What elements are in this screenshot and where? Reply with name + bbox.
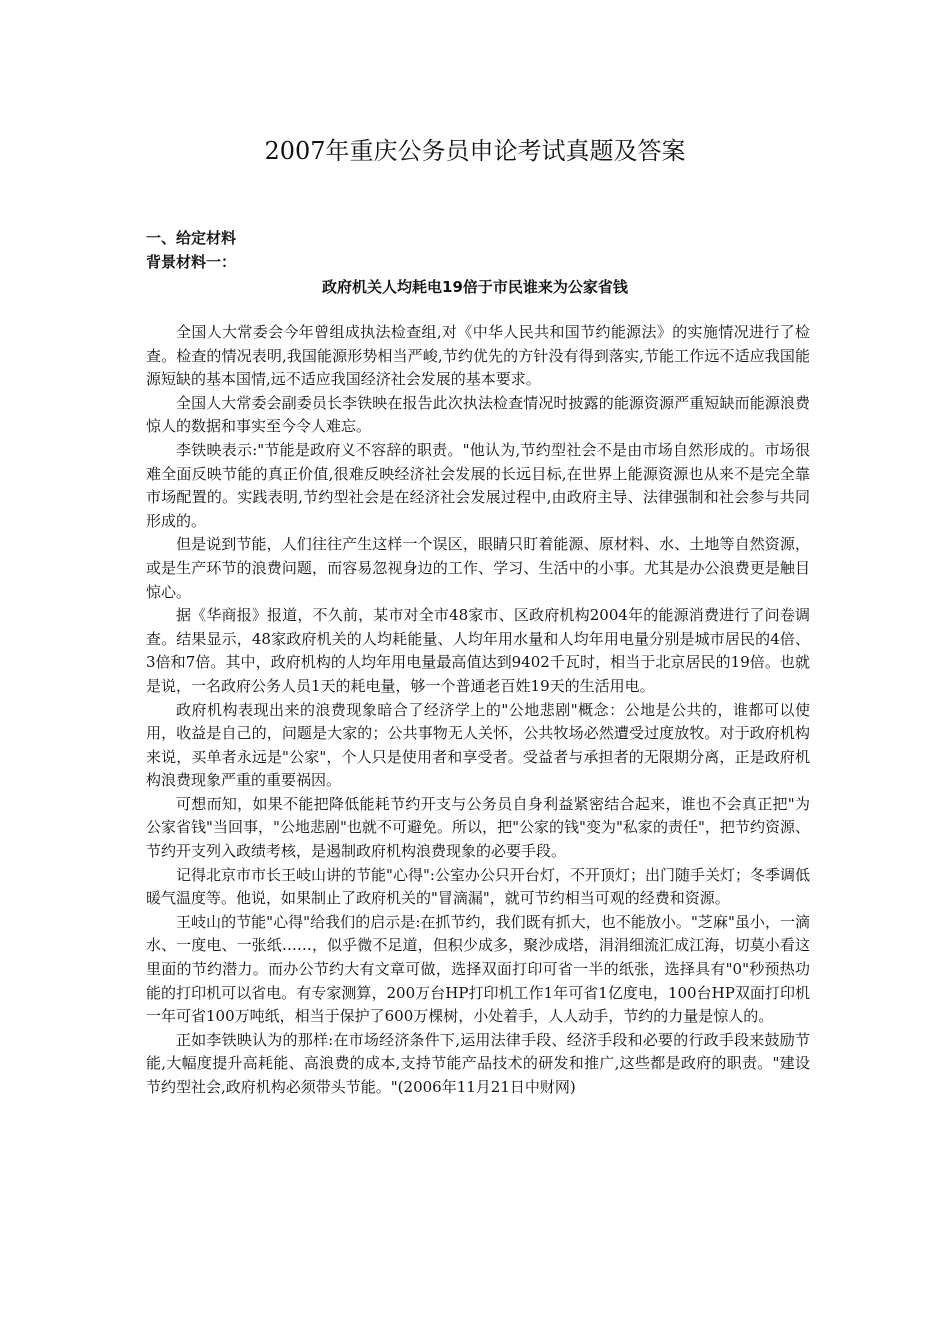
paragraph: 据《华商报》报道，不久前，某市对全市48家市、区政府机构2004年的能源消费进行了问卷调查。结果显示，48家政府机关的人均耗能量、人均年用水量和人均年用电量分别是城市居民的4倍、3倍和7倍。其中，政府机构的人均年用电量最高值达到9402千瓦时，相当于北京居民的19倍。也就是说，一名政府公务人员1天的耗电量，够一个普通老百姓19天的生活用电。 xyxy=(146,606,810,695)
paragraph: 可想而知，如果不能把降低能耗节约开支与公务员自身利益紧密结合起来，谁也不会真正把"为公家省钱"当回事，"公地悲剧"也就不可避免。所以，把"公家的钱"变为"私家的责任"，把节约资源、节约开支列入政绩考核，是遏制政府机构浪费现象的必要手段。 xyxy=(146,794,810,861)
paragraph: 李铁映表示:"节能是政府义不容辞的职责。"他认为,节约型社会不是由市场自然形成的。市场很难全面反映节能的真正价值,很难反映经济社会发展的长远目标,在世界上能源资源也从来不是完全靠市场配置的。实践表明,节约型社会是在经济社会发展过程中,由政府主导、法律强制和社会参与共同形成的。 xyxy=(146,440,810,530)
section-heading: 一、给定材料 xyxy=(146,229,237,247)
material-label: 背景材料一： xyxy=(146,253,237,271)
paragraph: 正如李铁映认为的那样:在市场经济条件下,运用法律手段、经济手段和必要的行政手段来鼓励节能,大幅度提升高耗能、高浪费的成本,支持节能产品技术的研发和推广,这些都是政府的职责。"建设节约型社会,政府机构必须带头节能。"(2006年11月21日中财网) xyxy=(146,1030,810,1096)
article-title: 政府机关人均耗电19倍于市民谁来为公家省钱 xyxy=(322,278,628,296)
document-title: 2007年重庆公务员申论考试真题及答案 xyxy=(264,137,686,165)
paragraph: 全国人大常委会今年曾组成执法检查组,对《中华人民共和国节约能源法》的实施情况进行了检查。检查的情况表明,我国能源形势相当严峻,节约优先的方针没有得到落实,节能工作远不适应我国能源短缺的基本国情,远不适应我国经济社会发展的基本要求。 xyxy=(146,323,810,389)
paragraph: 政府机构表现出来的浪费现象暗合了经济学上的"公地悲剧"概念：公地是公共的，谁都可以使用，收益是自己的，问题是大家的；公共事物无人关怀，公共牧场必然遭受过度放牧。对于政府机构来说，买单者永远是"公家"，个人只是使用者和享受者。受益者与承担者的无限期分离，正是政府机构浪费现象严重的重要祸因。 xyxy=(146,700,810,790)
paragraph: 全国人大常委会副委员长李铁映在报告此次执法检查情况时披露的能源资源严重短缺而能源浪费惊人的数据和事实至今令人难忘。 xyxy=(146,393,810,436)
article-body xyxy=(146,321,810,1100)
paragraph: 但是说到节能，人们往往产生这样一个误区，眼睛只盯着能源、原材料、水、土地等自然资源，或是生产环节的浪费问题，而容易忽视身边的工作、学习、生活中的小事。尤其是办公浪费更是触目惊心。 xyxy=(146,535,810,601)
paragraph: 王岐山的节能"心得"给我们的启示是:在抓节约，我们既有抓大，也不能放小。"芝麻"虽小，一滴水、一度电、一张纸……，似乎微不足道，但积少成多，聚沙成塔，涓涓细流汇成江海，切莫小看这里面的节约潜力。而办公节约大有文章可做，选择双面打印可省一半的纸张，选择具有"0"秒预热功能的打印机可以省电。有专家测算，200万台HP打印机工作1年可省1亿度电，100台HP双面打印机一年可省100万吨纸，相当于保护了600万棵树，小处着手，人人动手，节约的力量是惊人的。 xyxy=(146,912,810,1026)
paragraph: 记得北京市市长王岐山讲的节能"心得":公室办公只开台灯，不开顶灯；出门随手关灯；冬季调低暖气温度等。他说，如果制止了政府机关的"冒滴漏"，就可节约相当可观的经费和资源。 xyxy=(146,865,810,908)
